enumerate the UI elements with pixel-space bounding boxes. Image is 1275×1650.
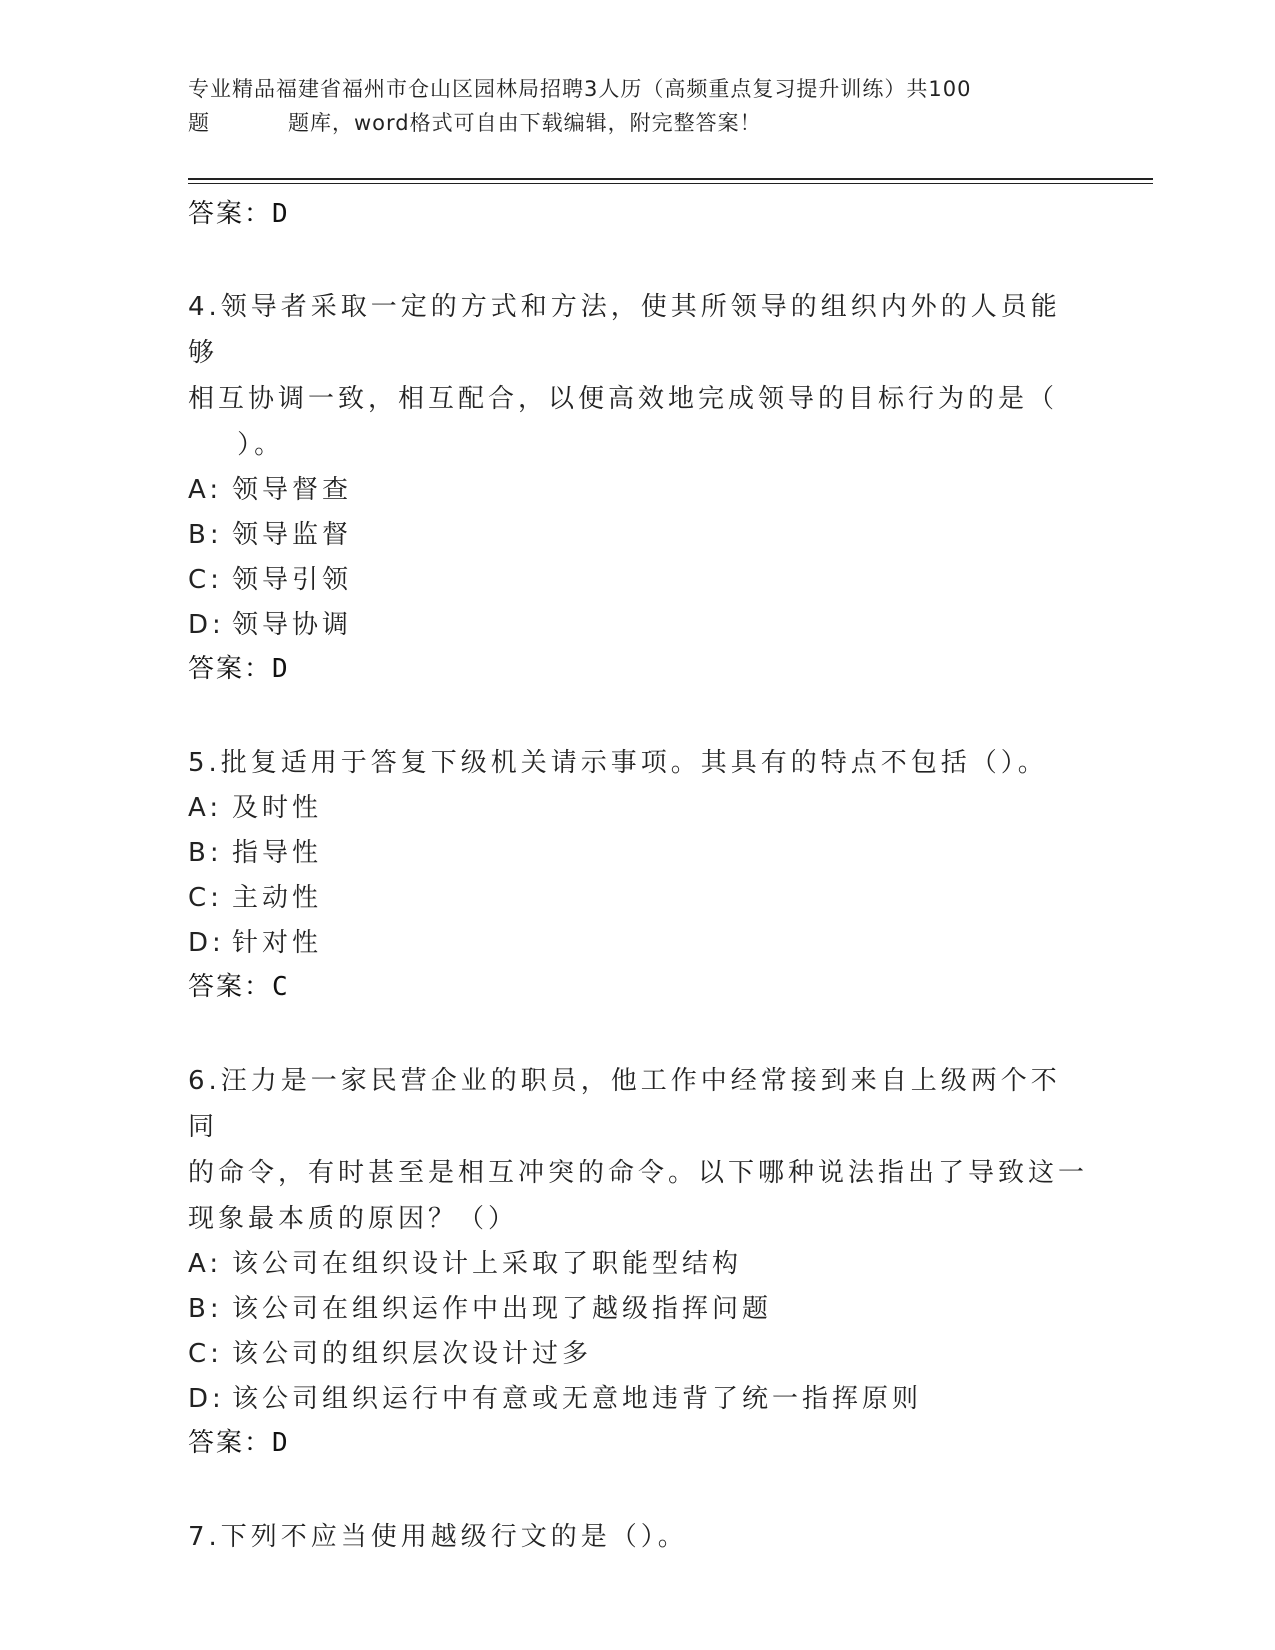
answer-value: D <box>272 1428 290 1458</box>
option-key: B: <box>188 838 223 868</box>
page-header <box>188 72 1088 140</box>
option-key: C: <box>188 883 223 913</box>
option-text: 领导督查 <box>232 475 353 505</box>
question-text: 6.汪力是一家民营企业的职员，他工作中经常接到来自上级两个不同 的命令，有时甚至是相互冲突的命令。以下哪种说法指出了导致这一 现象最本质的原因？（） <box>188 1066 1089 1234</box>
option-c <box>188 876 1088 921</box>
answer-line <box>188 1422 1088 1464</box>
option-key: C: <box>188 565 223 595</box>
question-text: 7.下列不应当使用越级行文的是（）。 <box>188 1522 688 1552</box>
option-key: A: <box>188 793 223 823</box>
answer-label: 答案： <box>188 199 273 229</box>
option-key: D: <box>188 928 225 958</box>
option-text: 该公司在组织设计上采取了职能型结构 <box>232 1249 743 1279</box>
answer-line <box>188 194 1088 234</box>
answer-value: D <box>272 199 290 229</box>
header-title-line2-text: 题库，word格式可自由下载编辑，附完整答案！ <box>288 111 762 135</box>
header-divider-thick <box>188 178 1153 180</box>
header-title-line2 <box>188 106 1088 140</box>
option-key: D: <box>188 610 225 640</box>
option-key: C: <box>188 1339 223 1369</box>
document-body <box>188 190 1088 1560</box>
option-text: 针对性 <box>232 928 323 958</box>
option-text: 领导协调 <box>232 610 353 640</box>
option-key: B: <box>188 1294 223 1324</box>
option-key: B: <box>188 520 223 550</box>
option-text: 主动性 <box>232 883 323 913</box>
option-b <box>188 1287 1088 1332</box>
option-key: A: <box>188 475 223 505</box>
option-b <box>188 513 1088 558</box>
question-item <box>188 740 1088 1008</box>
question-item <box>188 1058 1088 1464</box>
answer-line <box>188 966 1088 1008</box>
option-a <box>188 468 1088 513</box>
option-text: 该公司组织运行中有意或无意地违背了统一指挥原则 <box>232 1384 923 1414</box>
option-d <box>188 603 1088 648</box>
answer-value: C <box>272 972 290 1002</box>
question-item <box>188 1514 1088 1560</box>
option-d <box>188 1377 1088 1422</box>
answer-line <box>188 648 1088 690</box>
question-text: 4.领导者采取一定的方式和方法，使其所领导的组织内外的人员能够 相互协调一致，相互配合，以便高效地完成领导的目标行为的是（ ）。 <box>188 292 1061 460</box>
option-text: 该公司在组织运作中出现了越级指挥问题 <box>232 1294 773 1324</box>
option-c <box>188 558 1088 603</box>
option-text: 领导引领 <box>232 565 353 595</box>
option-c <box>188 1332 1088 1377</box>
answer-label: 答案： <box>188 1428 273 1458</box>
option-d <box>188 921 1088 966</box>
option-key: D: <box>188 1384 225 1414</box>
answer-label: 答案： <box>188 972 273 1002</box>
question-item <box>188 284 1088 690</box>
question-text: 5.批复适用于答复下级机关请示事项。其具有的特点不包括（）。 <box>188 748 1048 778</box>
header-title-line1: 专业精品福建省福州市仓山区园林局招聘3人历（高频重点复习提升训练）共100 <box>188 77 972 101</box>
option-b <box>188 831 1088 876</box>
option-a <box>188 786 1088 831</box>
option-text: 该公司的组织层次设计过多 <box>232 1339 593 1369</box>
option-key: A: <box>188 1249 223 1279</box>
answer-label: 答案： <box>188 654 273 684</box>
answer-value: D <box>272 654 290 684</box>
option-text: 领导监督 <box>232 520 353 550</box>
option-a <box>188 1242 1088 1287</box>
option-text: 指导性 <box>232 838 323 868</box>
header-divider-thin <box>188 183 1153 184</box>
option-text: 及时性 <box>232 793 323 823</box>
header-title-line2-prefix: 题 <box>188 111 210 135</box>
